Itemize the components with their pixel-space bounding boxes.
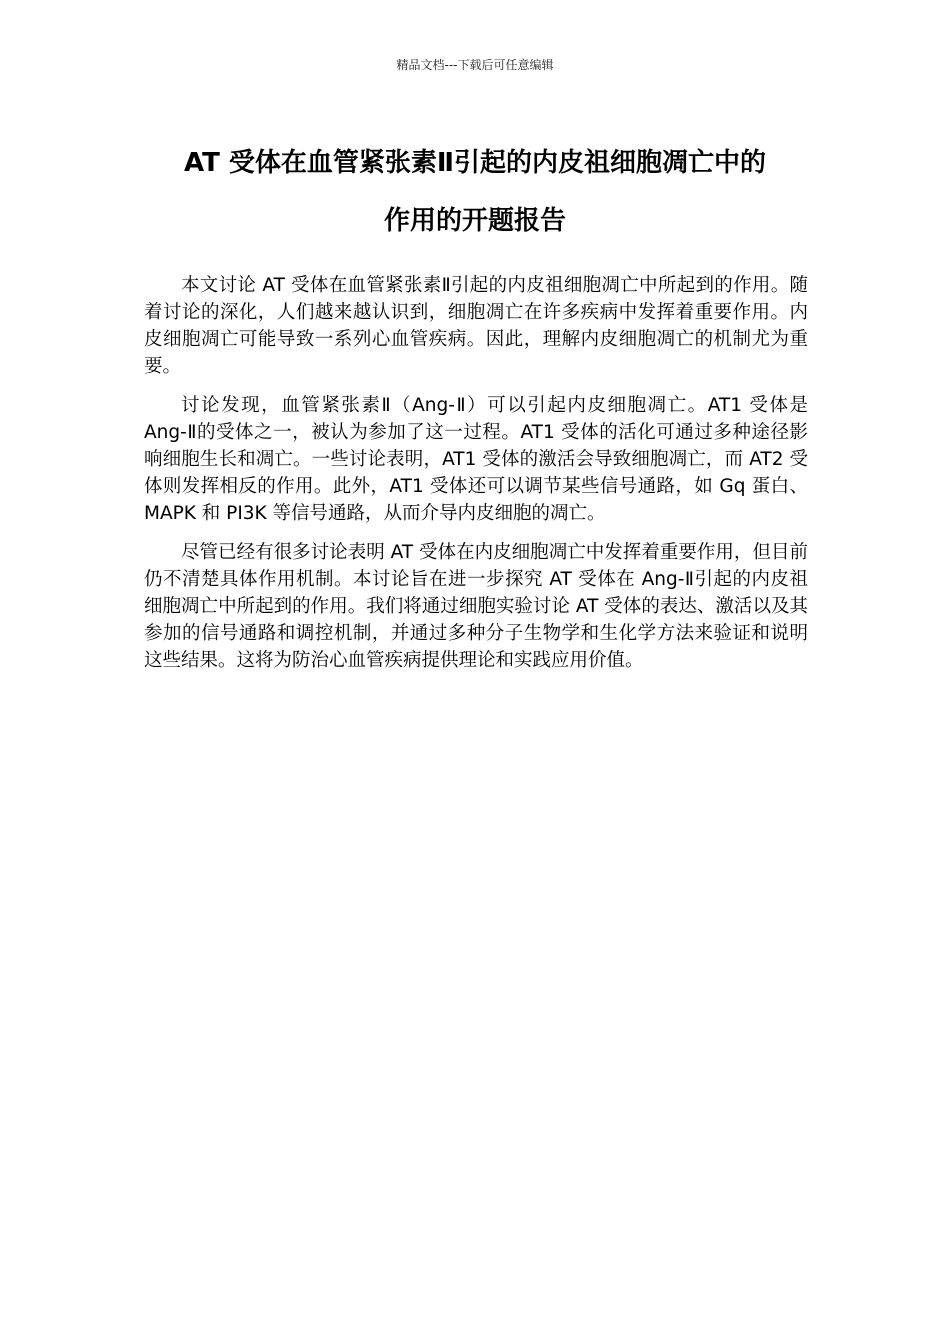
paragraph-2: 讨论发现，血管紧张素Ⅱ（Ang-Ⅱ）可以引起内皮细胞凋亡。AT1 受体是 Ang-Ⅱ的受体之一，被认为参加了这一过程。AT1 受体的活化可通过多种途径影响细胞生长和凋亡。一些讨论表明，AT1 受体的激活会导致细胞凋亡，而 AT2 受体则发挥相反的作用。此外，AT1 受体还可以调节某些信号通路，如 Gq 蛋白、MAPK 和 PI3K 等信号通路，从而介导内皮细胞的凋亡。 <box>144 395 808 524</box>
title-line-2: 作用的开题报告 <box>383 206 566 236</box>
paragraph-3: 尽管已经有很多讨论表明 AT 受体在内皮细胞凋亡中发挥着重要作用，但目前仍不清楚具体作用机制。本讨论旨在进一步探究 AT 受体在 Ang-Ⅱ引起的内皮祖细胞凋亡中所起到的作用。我们将通过细胞实验讨论 AT 受体的表达、激活以及其参加的信号通路和调控机制，并通过多种分子生物学和生化学方法来验证和说明这些结果。这将为防治心血管疾病提供理论和实践应用价值。 <box>144 542 808 671</box>
document-title <box>110 134 840 250</box>
paragraph-1: 本文讨论 AT 受体在血管紧张素Ⅱ引起的内皮祖细胞凋亡中所起到的作用。随着讨论的深化，人们越来越认识到，细胞凋亡在许多疾病中发挥着重要作用。内皮细胞凋亡可能导致一系列心血管疾病。因此，理解内皮细胞凋亡的机制尤为重要。 <box>144 275 808 377</box>
document-body <box>144 272 808 686</box>
page-header: 精品文档---下载后可任意编辑 <box>396 58 554 72</box>
title-line-1: AT 受体在血管紧张素Ⅱ引起的内皮祖细胞凋亡中的 <box>183 148 767 178</box>
